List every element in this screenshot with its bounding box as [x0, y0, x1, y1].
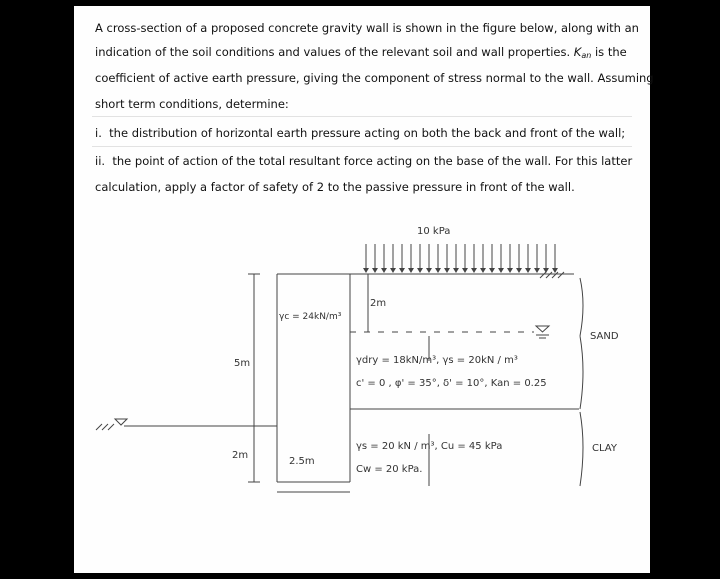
base-width-label: 2.5m: [289, 456, 315, 467]
front-ground-hatch: [96, 424, 114, 430]
intro-line-3: coefficient of active earth pressure, giving the component of stress normal to the wall. Assuming: [95, 71, 654, 85]
intro-line-1: A cross-section of a proposed concrete gravity wall is shown in the figure below, along with an: [95, 21, 639, 35]
sand-props-line-2: c' = 0 , φ' = 35°, δ' = 10°, Kan = 0.25: [356, 378, 547, 389]
list-item-2-continuation: calculation, apply a factor of safety of 2 to the passive pressure in front of the wall.: [95, 180, 575, 194]
sand-label: SAND: [590, 331, 619, 342]
clay-brace: [580, 412, 583, 486]
intro-line-2-tail: is the: [594, 45, 627, 59]
surcharge-label: 10 kPa: [417, 226, 451, 237]
front-water-symbol: [115, 419, 127, 425]
clay-height-label: 2m: [232, 450, 249, 461]
depth-2m-label: 2m: [370, 298, 387, 309]
intro-line-2-text: indication of the soil conditions and values of the relevant soil and wall properties.: [95, 45, 571, 59]
clay-props-line-1: γs = 20 kN / m³, Cu = 45 kPa: [356, 441, 503, 452]
sand-props-line-1: γdry = 18kN/m³, γs = 20kN / m³: [356, 355, 518, 366]
list-text-2: the point of action of the total resultant force acting on the base of the wall. For this latter: [112, 154, 633, 168]
kan-subscript: an: [581, 51, 592, 60]
sand-brace: [580, 278, 583, 409]
surcharge-arrows: [366, 244, 555, 272]
clay-label: CLAY: [592, 443, 617, 454]
clay-props-line-2: Cw = 20 kPa.: [356, 464, 423, 475]
list-marker-2: ii.: [95, 154, 106, 168]
water-table-symbol: [536, 326, 549, 332]
wall-cross-section-figure: [74, 6, 650, 573]
wall-unit-weight-label: γc = 24kN/m³: [279, 312, 342, 322]
sand-height-label: 5m: [234, 358, 251, 369]
list-text-1: the distribution of horizontal earth pressure acting on both the back and front of the wall;: [109, 126, 626, 140]
surcharge-arrowheads: [363, 268, 558, 273]
kan-symbol: K: [573, 45, 582, 59]
document-page: [74, 6, 654, 573]
list-marker-1: i.: [95, 126, 102, 140]
intro-line-4: short term conditions, determine:: [95, 97, 289, 111]
ground-hatch: [540, 272, 564, 278]
